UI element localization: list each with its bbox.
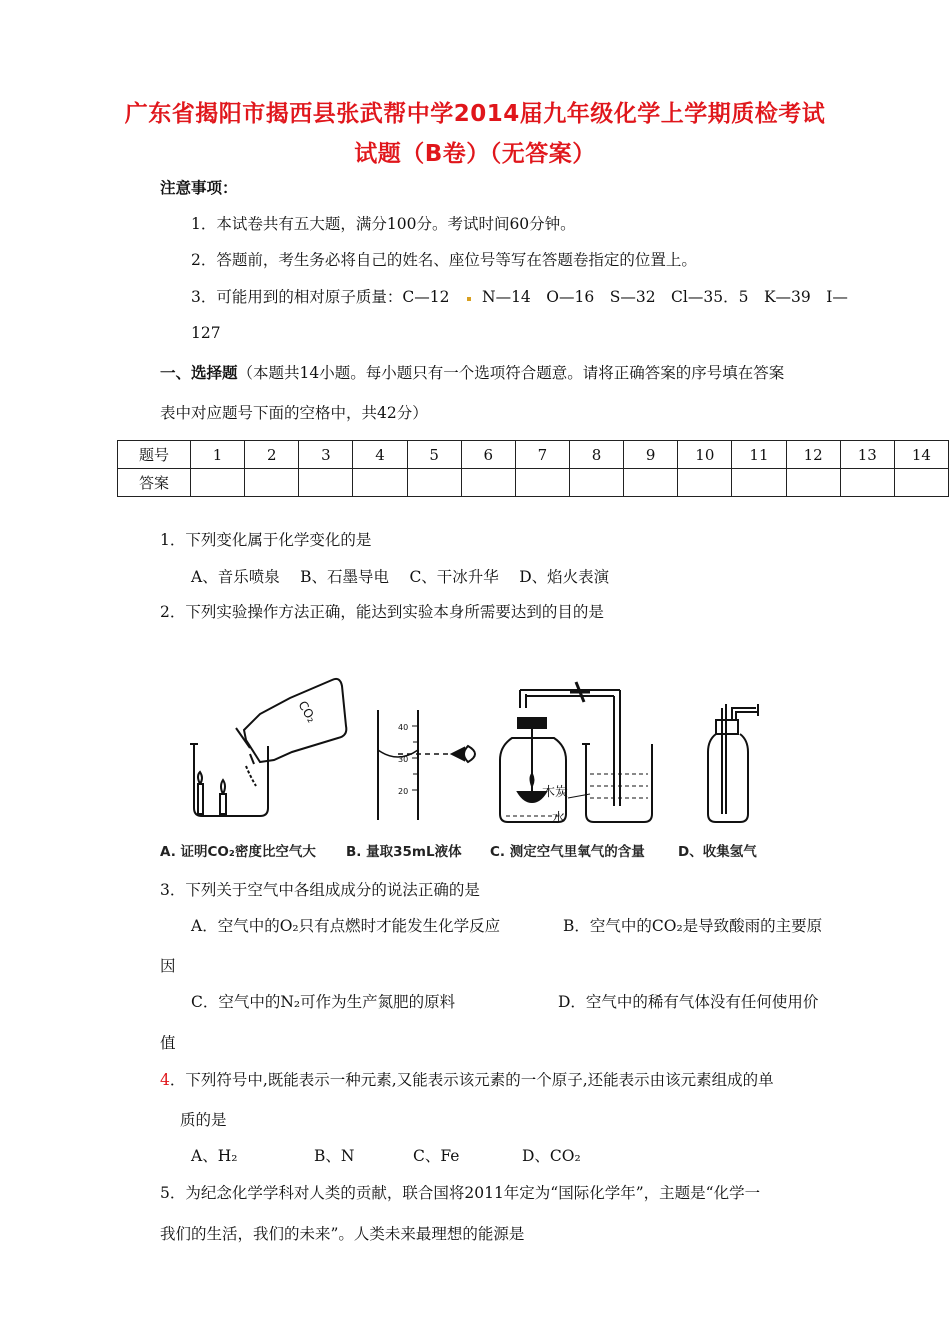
answer-table-answer-row xyxy=(118,469,949,497)
apparatus-d-collect-hydrogen xyxy=(708,704,758,822)
q4-option-b: B、N xyxy=(314,1147,355,1165)
water-label: 水 xyxy=(552,811,566,826)
q3-option-d: D．空气中的稀有气体没有任何使用价 xyxy=(558,993,819,1011)
table-num-7: 7 xyxy=(515,441,569,469)
q1-stem: 1．下列变化属于化学变化的是 xyxy=(160,531,372,549)
table-num-11: 11 xyxy=(732,441,786,469)
q1-options: A、音乐喷泉 B、石墨导电 C、干冰升华 D、焰火表演 xyxy=(191,568,610,586)
section1-heading-line xyxy=(160,361,784,383)
table-num-4: 4 xyxy=(353,441,407,469)
q2-stem: 2．下列实验操作方法正确，能达到实验本身所需要达到的目的是 xyxy=(160,603,604,621)
doc-title-line1: 广东省揭阳市揭西县张武帮中学2014届九年级化学上学期质检考试 xyxy=(124,101,826,127)
apparatus-a-pour-co2 xyxy=(190,679,346,816)
q3-option-b: B．空气中的CO₂是导致酸雨的主要原 xyxy=(563,917,823,935)
table-num-14: 14 xyxy=(894,441,948,469)
co2-bottle-label: CO₂ xyxy=(295,698,319,726)
table-num-10: 10 xyxy=(678,441,732,469)
q4-option-a: A、H₂ xyxy=(191,1147,238,1165)
section1-desc: （本题共14小题。每小题只有一个选项符合题意。请将正确答案的序号填在答案 xyxy=(237,364,785,382)
table-num-12: 12 xyxy=(786,441,840,469)
table-num-13: 13 xyxy=(840,441,894,469)
notice-item-3a: 3．可能用到的相对原子质量：C—12 xyxy=(191,288,450,306)
q3-stem: 3．下列关于空气中各组成成分的说法正确的是 xyxy=(160,881,480,899)
answer-cell[interactable] xyxy=(515,469,569,497)
answer-cell[interactable] xyxy=(569,469,623,497)
apparatus-c-oxygen-content xyxy=(500,682,652,822)
q5-stem-line1: 5．为纪念化学学科对人类的贡献，联合国将2011年定为“国际化学年”，主题是“化学一 xyxy=(160,1184,761,1202)
q2-experiment-figure xyxy=(150,668,780,868)
section1-desc-cont: 表中对应题号下面的空格中，共42分） xyxy=(160,404,428,422)
answer-cell[interactable] xyxy=(407,469,461,497)
table-num-3: 3 xyxy=(299,441,353,469)
q4-stem-cont: 质的是 xyxy=(180,1111,227,1129)
answer-cell[interactable] xyxy=(894,469,948,497)
q3-option-d-cont: 值 xyxy=(160,1034,176,1052)
answer-cell[interactable] xyxy=(624,469,678,497)
notice-item-3b: N—14 O—16 S—32 Cl—35．5 K—39 I— xyxy=(482,288,848,306)
q4-option-d: D、CO₂ xyxy=(522,1147,581,1165)
scale-mark-20: 20 xyxy=(398,787,409,796)
table-label-answer: 答案 xyxy=(118,469,191,497)
table-num-6: 6 xyxy=(461,441,515,469)
table-num-5: 5 xyxy=(407,441,461,469)
fig-caption-b: B. 量取35mL液体 xyxy=(346,844,462,860)
answer-table xyxy=(117,440,949,497)
answer-cell[interactable] xyxy=(245,469,299,497)
answer-cell[interactable] xyxy=(461,469,515,497)
q3-option-b-cont: 因 xyxy=(160,957,176,975)
answer-cell[interactable] xyxy=(299,469,353,497)
table-num-8: 8 xyxy=(569,441,623,469)
scale-mark-30: 30 xyxy=(398,755,409,764)
q4-stem: ．下列符号中,既能表示一种元素,又能表示该元素的一个原子,还能表示由该元素组成的单 xyxy=(169,1071,774,1089)
q4-option-c: C、Fe xyxy=(413,1147,460,1165)
answer-cell[interactable] xyxy=(840,469,894,497)
table-num-1: 1 xyxy=(191,441,245,469)
answer-cell[interactable] xyxy=(732,469,786,497)
answer-cell[interactable] xyxy=(353,469,407,497)
table-num-2: 2 xyxy=(245,441,299,469)
fig-caption-d: D、收集氢气 xyxy=(678,844,757,860)
answer-cell[interactable] xyxy=(678,469,732,497)
notice-item-1: 1．本试卷共有五大题，满分100分。考试时间60分钟。 xyxy=(191,215,576,233)
q5-stem-line2: 我们的生活，我们的未来”。人类未来最理想的能源是 xyxy=(160,1225,525,1243)
q3-option-c: C．空气中的N₂可作为生产氮肥的原料 xyxy=(191,993,456,1011)
notice-item-2: 2．答题前，考生务必将自己的姓名、座位号等写在答题卷指定的位置上。 xyxy=(191,251,697,269)
table-label-number: 题号 xyxy=(118,441,191,469)
fig-caption-c: C. 测定空气里氧气的含量 xyxy=(490,844,645,860)
scale-mark-40: 40 xyxy=(398,723,409,732)
charcoal-label: 木炭 xyxy=(542,785,569,800)
stray-dot xyxy=(467,297,471,301)
answer-table-number-row xyxy=(118,441,949,469)
q4-stem-line xyxy=(160,1068,774,1090)
table-num-9: 9 xyxy=(624,441,678,469)
answer-cell[interactable] xyxy=(786,469,840,497)
fig-caption-a: A. 证明CO₂密度比空气大 xyxy=(160,844,316,860)
q4-number: 4 xyxy=(160,1071,170,1089)
answer-cell[interactable] xyxy=(191,469,245,497)
q3-option-a: A．空气中的O₂只有点燃时才能发生化学反应 xyxy=(191,917,501,935)
section1-heading: 一、选择题 xyxy=(160,364,238,382)
doc-title-line2: 试题（B卷）（无答案） xyxy=(354,141,596,167)
notice-item-3c: 127 xyxy=(191,324,221,342)
apparatus-b-graduated-cylinder xyxy=(378,710,475,820)
notice-heading: 注意事项： xyxy=(160,179,238,197)
